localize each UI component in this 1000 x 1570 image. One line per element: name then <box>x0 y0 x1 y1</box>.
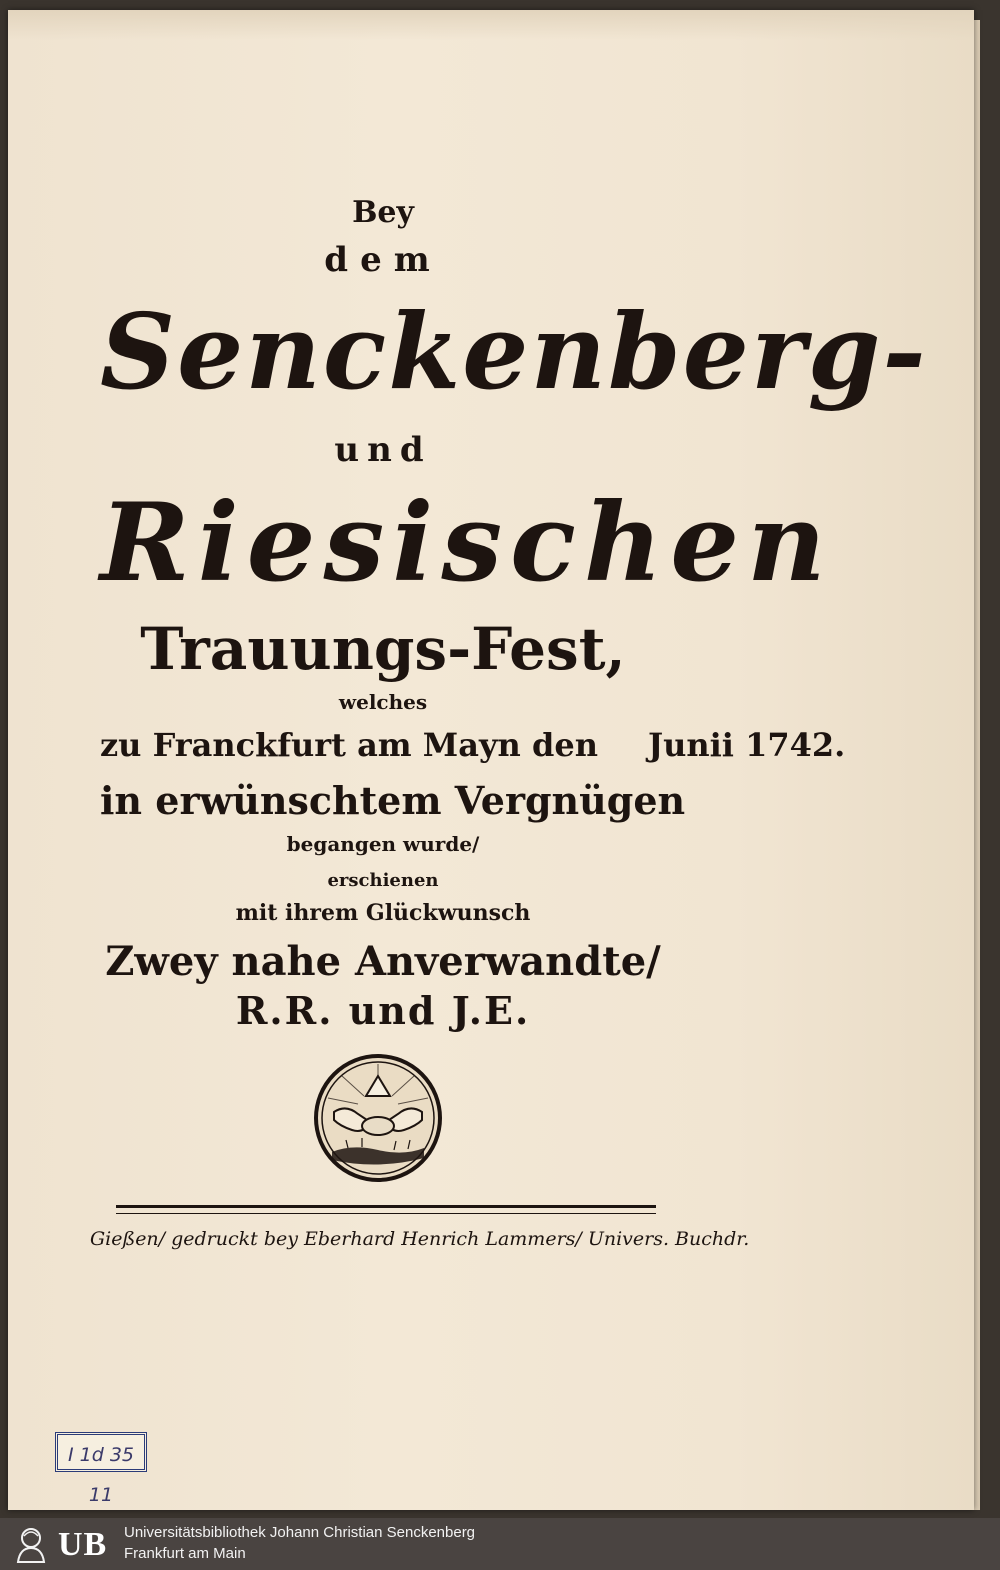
text-zwey-anverwandte: Zwey nahe Anverwandte/ <box>105 938 661 985</box>
text-date-month: Junii 1742. <box>647 726 846 764</box>
institution-city: Frankfurt am Main <box>124 1545 246 1562</box>
heading-riesischen: Riesischen <box>100 480 834 606</box>
university-library-logo[interactable] <box>8 1524 116 1564</box>
shelfmark-label: I 1d 35 11 <box>55 1432 147 1472</box>
divider-rule-thick <box>116 1205 656 1208</box>
text-vergnuegen: in erwünschtem Vergnügen <box>100 778 686 823</box>
text-begangen: begangen wurde/ <box>286 832 480 856</box>
university-library-logo-icon <box>8 1524 54 1564</box>
divider-rule-thin <box>116 1213 656 1214</box>
heading-bey: Bey <box>352 195 414 230</box>
text-welches: welches <box>338 690 428 714</box>
text-date-place: zu Franckfurt am Mayn den <box>100 726 598 764</box>
text-date-line <box>100 726 846 764</box>
institution-name[interactable]: Universitätsbibliothek Johann Christian Senckenberg <box>124 1524 476 1541</box>
heading-dem: dem <box>324 240 442 280</box>
text-initials: R.R. und J.E. <box>235 988 531 1033</box>
heading-trauungsfest: Trauungs-Fest, <box>140 615 626 683</box>
heading-senckenberg: Senckenberg- <box>100 290 928 413</box>
heading-und: und <box>334 430 432 470</box>
clasped-hands-emblem-icon <box>312 1052 444 1184</box>
text-erschienen: erschienen <box>327 870 439 891</box>
text-imprint: Gießen/ gedruckt bey Eberhard Henrich Lammers/ Univers. Buchdr. <box>90 1228 750 1250</box>
library-footer <box>0 1518 1000 1570</box>
logo-text: UB <box>58 1526 108 1563</box>
text-glueckwunsch: mit ihrem Glückwunsch <box>235 900 531 926</box>
